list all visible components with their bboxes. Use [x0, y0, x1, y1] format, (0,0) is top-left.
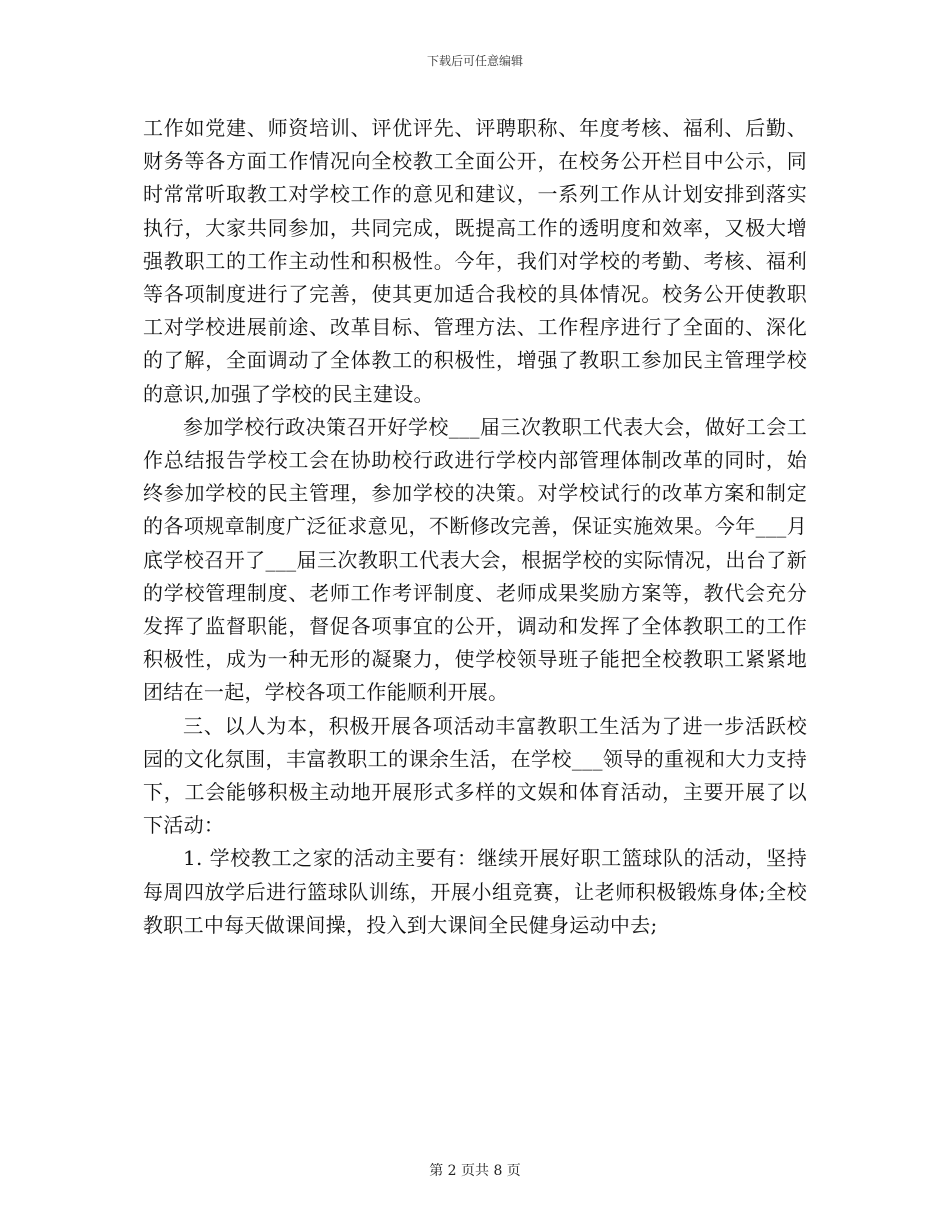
page-footer: 第 2 页共 8 页	[429, 1163, 521, 1179]
paragraph-4: 1. 学校教工之家的活动主要有：继续开展好职工篮球队的活动，坚持每周四放学后进行篮球队训练，开展小组竞赛，让老师积极锻炼身体;全校教职工中每天做课间操，投入到大课间全民健身运动中去;	[143, 846, 807, 937]
paragraph-3: 三、以人为本，积极开展各项活动丰富教职工生活为了进一步活跃校园的文化氛围，丰富教职工的课余生活，在学校___领导的重视和大力支持下，工会能够积极主动地开展形式多样的文娱和体育活动，主要开展了以下活动：	[143, 713, 807, 838]
page-header: 下载后可任意编辑	[426, 54, 523, 68]
paragraph-2: 参加学校行政决策召开好学校___届三次教职工代表大会，做好工会工作总结报告学校工会在协助校行政进行学校内部管理体制改革的同时，始终参加学校的民主管理，参加学校的决策。对学校试行的改革方案和制定的各项规章制度广泛征求意见，不断修改完善，保证实施效果。今年___月底学校召开了___届三次教职工代表大会，根据学校的实际情况，出台了新的学校管理制度、老师工作考评制度、老师成果奖励方案等，教代会充分发挥了监督职能，督促各项事宜的公开，调动和发挥了全体教职工的工作积极性，成为一种无形的凝聚力，使学校领导班子能把全校教职工紧紧地团结在一起，学校各项工作能顺利开展。	[143, 414, 807, 705]
document-body	[143, 112, 807, 942]
paragraph-1: 工作如党建、师资培训、评优评先、评聘职称、年度考核、福利、后勤、财务等各方面工作情况向全校教工全面公开，在校务公开栏目中公示，同时常常听取教工对学校工作的意见和建议，一系列工作从计划安排到落实执行，大家共同参加，共同完成，既提高工作的透明度和效率，又极大增强教职工的工作主动性和积极性。今年，我们对学校的考勤、考核、福利等各项制度进行了完善，使其更加适合我校的具体情况。校务公开使教职工对学校进展前途、改革目标、管理方法、工作程序进行了全面的、深化的了解，全面调动了全体教工的积极性，增强了教职工参加民主管理学校的意识,加强了学校的民主建设。	[143, 116, 807, 406]
